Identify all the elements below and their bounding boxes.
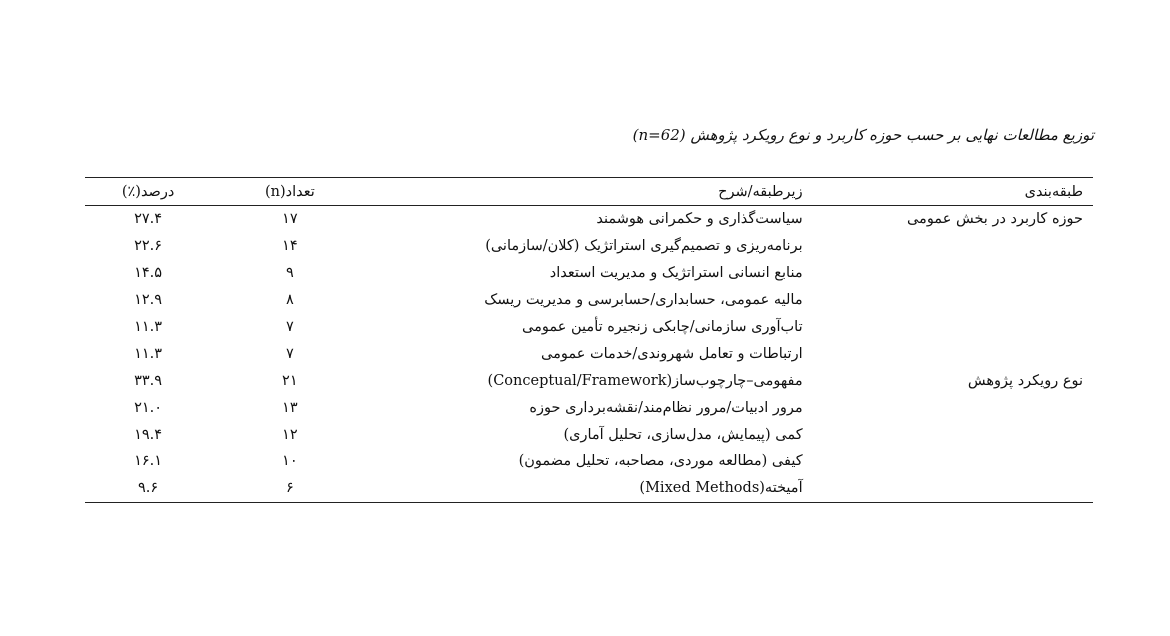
table-caption <box>84 124 1094 146</box>
row-subcategory: برنامه‌ریزی و تصمیم‌گیری استراتژیک (کلان/سازمانی) <box>485 238 803 255</box>
header-subcategory: زیرطبقه/شرح <box>369 178 803 206</box>
table-row <box>85 421 1093 448</box>
table-row <box>85 260 1093 287</box>
table-row <box>85 206 1093 233</box>
row-count: ۷ <box>285 345 294 362</box>
row-percent: ۲۷.۴ <box>134 211 163 228</box>
table-row <box>85 340 1093 367</box>
row-percent: ۲۱.۰ <box>134 399 163 416</box>
row-subcategory: کیفی (مطالعه موردی، مصاحبه، تحلیل مضمون) <box>518 453 803 470</box>
row-category <box>803 448 1093 475</box>
table-row <box>85 287 1093 314</box>
row-category <box>803 394 1093 421</box>
row-category <box>803 233 1093 260</box>
table-row <box>85 475 1093 502</box>
row-subcategory: سیاست‌گذاری و حکمرانی هوشمند <box>596 211 803 228</box>
row-percent: ۱۹.۴ <box>134 426 163 443</box>
row-count: ۱۳ <box>282 399 298 416</box>
row-subcategory: ارتباطات و تعامل شهروندی/خدمات عمومی <box>541 345 803 362</box>
row-count: ۱۰ <box>282 453 298 470</box>
row-subcategory: کمی (پیمایش، مدل‌سازی، تحلیل آماری) <box>563 426 803 443</box>
header-count: تعداد(n) <box>211 178 368 206</box>
row-category: حوزه کاربرد در بخش عمومی <box>906 211 1083 228</box>
row-subcategory: مفهومی–چارچوب‌ساز(Conceptual/Framework) <box>487 372 803 389</box>
row-category: نوع رویکرد پژوهش <box>967 372 1083 389</box>
row-percent: ۱۱.۳ <box>134 345 163 362</box>
row-category <box>803 421 1093 448</box>
row-count: ۸ <box>285 292 294 309</box>
row-percent: ۱۴.۵ <box>134 265 163 282</box>
row-subcategory: منابع انسانی استراتژیک و مدیریت استعداد <box>549 265 803 282</box>
header-row <box>85 178 1093 206</box>
distribution-table <box>85 177 1093 503</box>
row-percent: ۲۲.۶ <box>134 238 163 255</box>
table-row <box>85 394 1093 421</box>
row-percent: ۱۲.۹ <box>134 292 163 309</box>
row-subcategory: آمیخته(Mixed Methods) <box>369 475 803 502</box>
table-header <box>85 178 1093 206</box>
caption-sample-size: (n=62) <box>632 126 686 144</box>
row-percent: ۱۱.۳ <box>134 319 163 335</box>
header-percent: درصد(٪) <box>85 178 211 206</box>
row-count: ۱۲ <box>282 426 298 443</box>
row-count: ۱۴ <box>282 238 298 255</box>
row-subcategory: مالیه عمومی، حسابداری/حسابرسی و مدیریت ریسک <box>484 292 803 309</box>
row-count: ۲۱ <box>282 372 298 389</box>
table-row <box>85 448 1093 475</box>
row-category <box>803 314 1093 341</box>
caption-text: توزیع مطالعات نهایی بر حسب حوزه کاربرد و نوع رویکرد پژوهش <box>690 126 1094 144</box>
row-subcategory: تاب‌آوری سازمانی/چابکی زنجیره تأمین عمومی <box>522 319 803 335</box>
row-category <box>803 475 1093 502</box>
header-category: طبقه‌بندی <box>803 178 1093 206</box>
row-count: ۷ <box>285 319 294 335</box>
table-row <box>85 314 1093 341</box>
row-category <box>803 340 1093 367</box>
row-percent: ۳۳.۹ <box>134 372 163 389</box>
row-count: ۱۷ <box>282 211 298 228</box>
row-subcategory: مرور ادبیات/مرور نظام‌مند/نقشه‌برداری حوزه <box>529 399 803 416</box>
row-category <box>803 260 1093 287</box>
row-percent: ۱۶.۱ <box>134 453 163 470</box>
row-count: ۶ <box>211 475 368 502</box>
row-percent: ۹.۶ <box>85 475 211 502</box>
row-category <box>803 287 1093 314</box>
table-row <box>85 233 1093 260</box>
table-body <box>85 206 1093 503</box>
row-count: ۹ <box>285 265 294 282</box>
table-row <box>85 367 1093 394</box>
